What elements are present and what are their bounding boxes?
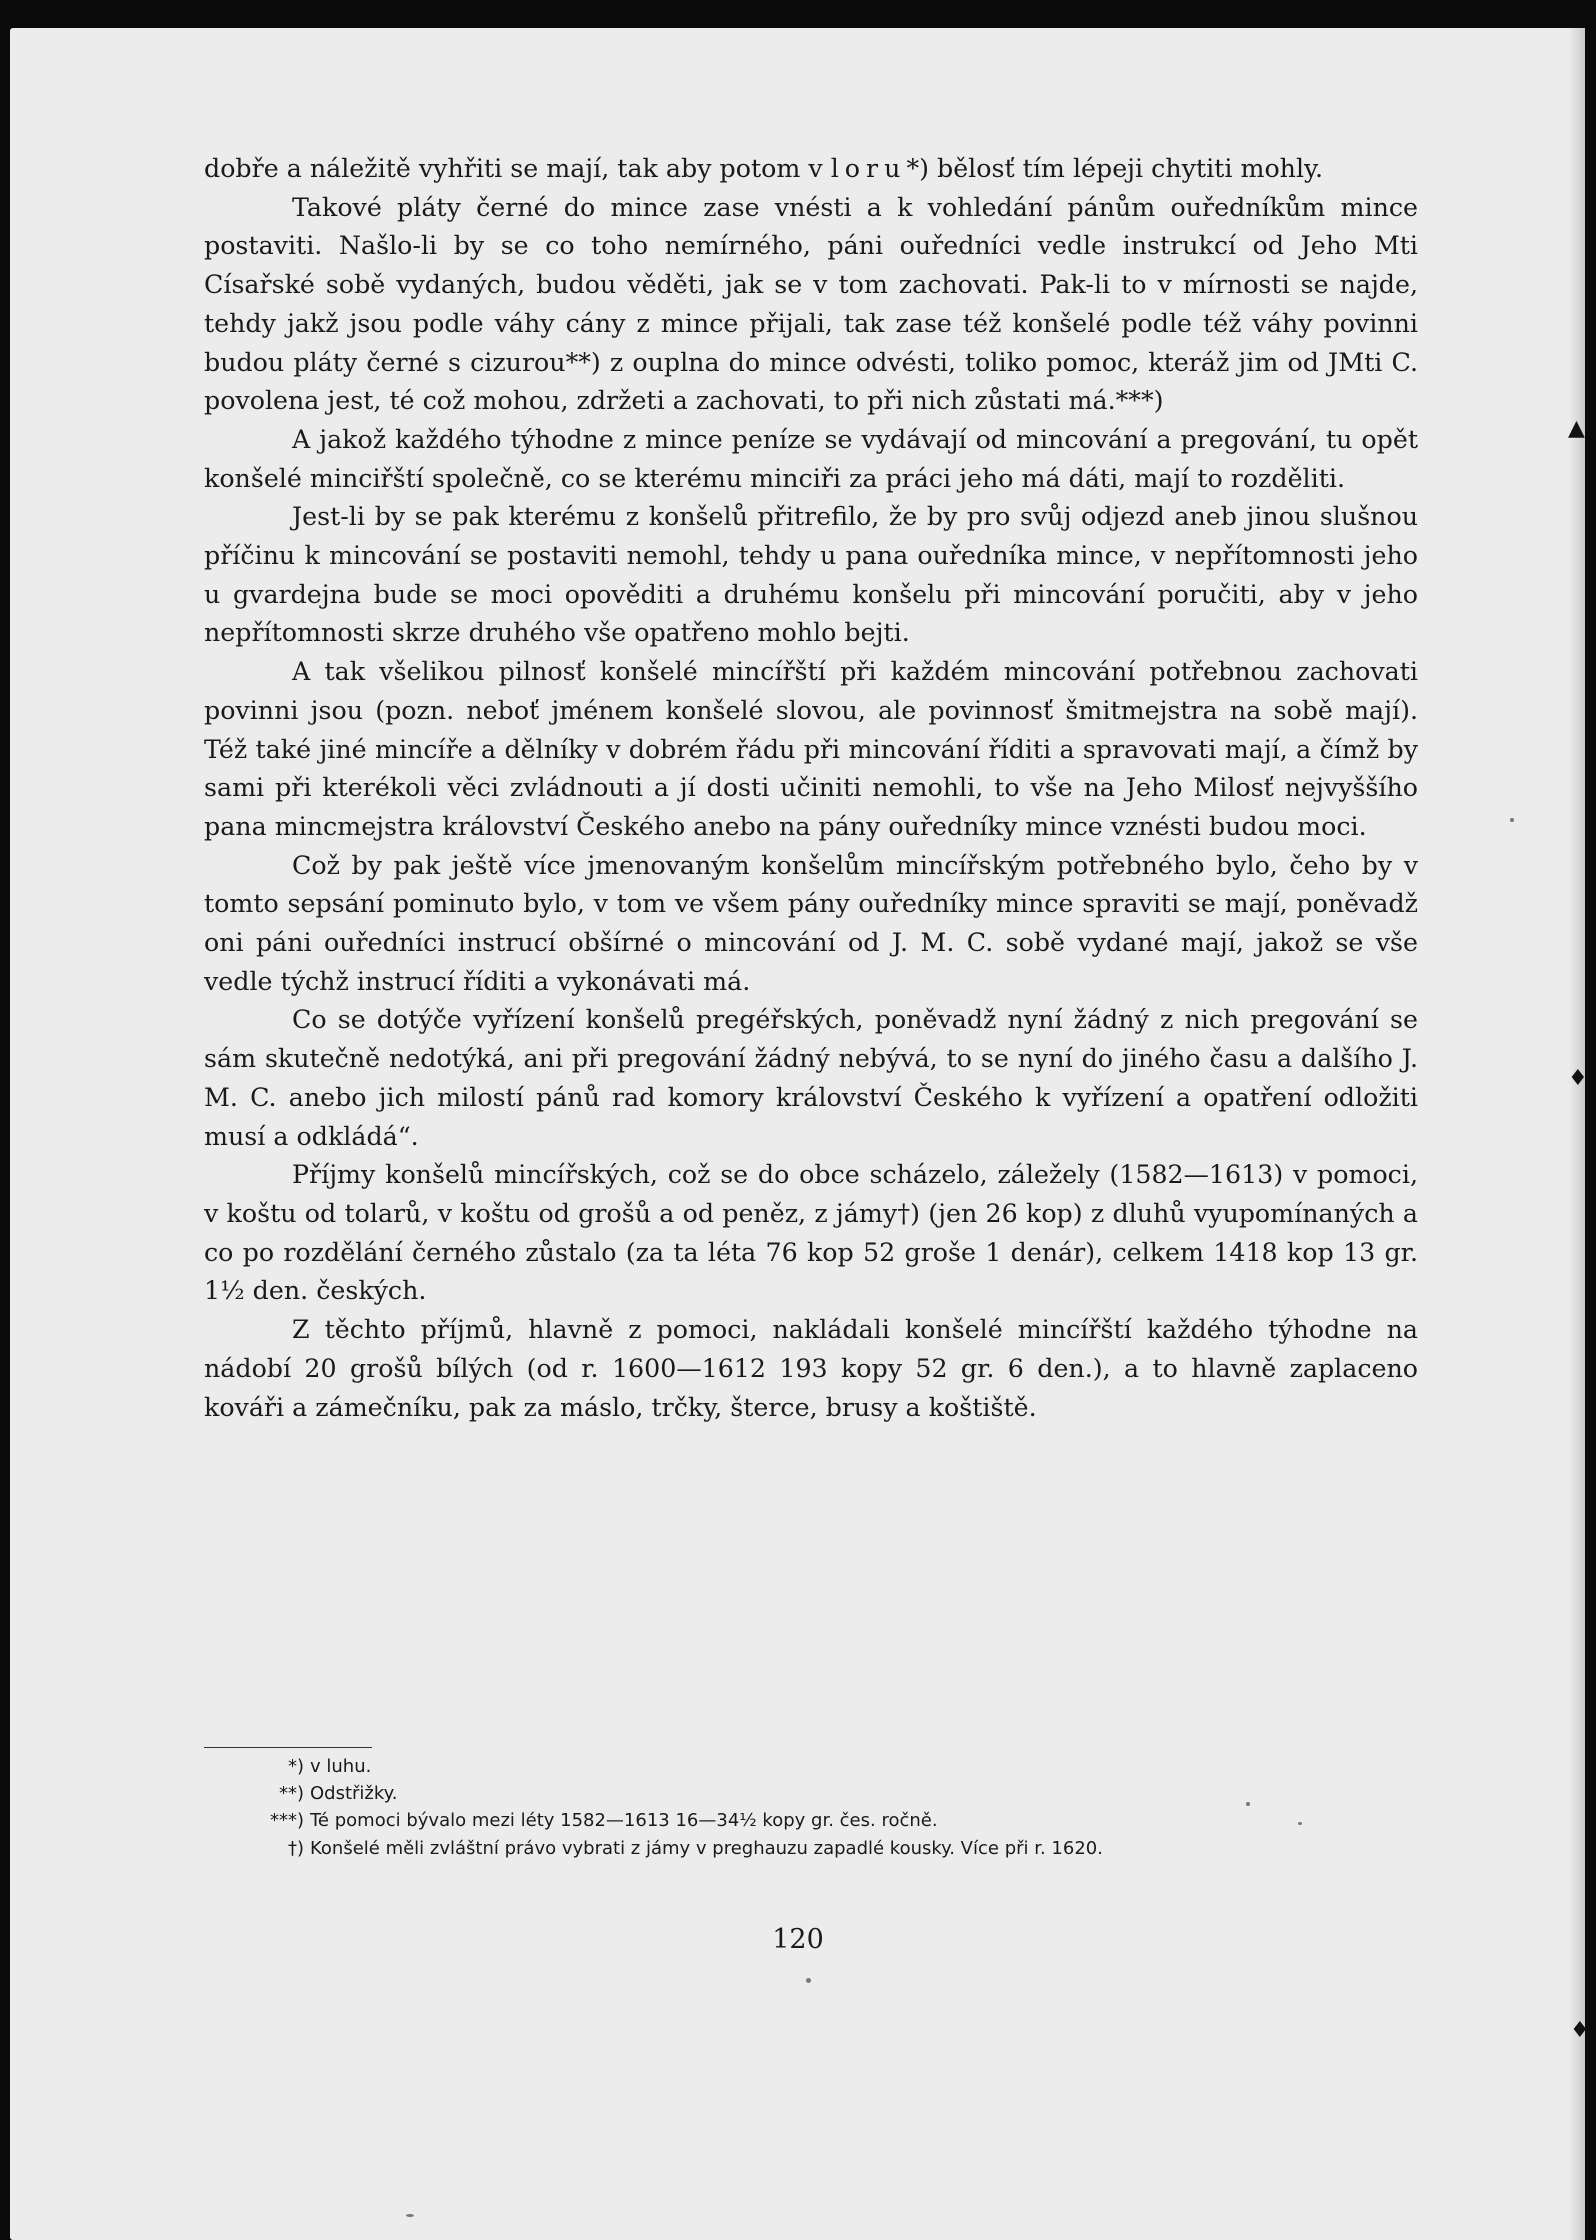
footnote: †) Konšelé měli zvláštní právo vybrati z jámy v preghauzu zapadlé kousky. Více při r. 1620. — [287, 1837, 1103, 1859]
page-edge-shadow — [1569, 28, 1585, 2240]
paragraph-5: A tak všelikou pilnosť konšelé mincířští při každém mincování potřebnou zachovati povinni jsou (pozn. neboť jménem konšelé slovou, ale povinnosť šmitmejstra na sobě mají). Též také jiné mincíře a dělníky v dobrém řádu při mincování říditi a spravovati mají, a čímž by sami při kterékoli věci zvládnouti a jí dosti učiniti nemohli, to vše na Jeho Milosť nejvyššího pana mincmejstra království Českého anebo na pány ouředníky mince vznésti budou moci. — [204, 657, 1418, 841]
scan-speck — [1298, 1822, 1302, 1825]
spaced-word: loru — [830, 154, 907, 183]
binding-mark-arrow: ▲ — [1568, 416, 1585, 441]
paragraph-8: Příjmy konšelů mincířských, což se do obce scházelo, záležely (1582—1613) v pomoci, v koštu od tolarů, v koštu od grošů a od peněz, z jámy†) (jen 26 kop) z dluhů vyupomínaných a co po rozdělání černého zůstalo (za ta léta 76 kop 52 groše 1 denár), celkem 1418 kop 13 gr. 1½ den. českých. — [204, 1160, 1418, 1306]
scan-speck — [406, 2214, 414, 2217]
paragraph-7: Co se dotýče vyřízení konšelů pregéřských, poněvadž nyní žádný z nich pregování se sám skutečně nedotýká, ani při pregování žádný nebývá, to se nyní do jiného času a dalšího J. M. C. anebo jich milostí pánů rad komory království Českého k vyřízení a opatření odložiti musí a odkládá“. — [204, 1005, 1418, 1151]
paragraph-1: dobře a náležitě vyhřiti se mají, tak aby potom v loru*) bělosť tím lépeji chytiti mohly. — [204, 154, 1324, 183]
footnote: *) v luhu. — [287, 1756, 372, 1777]
footnote-divider — [204, 1747, 372, 1748]
footnote: ***) Té pomoci bývalo mezi léty 1582—1613 16—34½ kopy gr. čes. ročně. — [269, 1810, 938, 1832]
paragraph-2: Takové pláty černé do mince zase vnésti a k vohledání pánům ouředníkům mince postaviti. Našlo-li by se co toho nemírného, páni ouředníci vedle instrukcí od Jeho Mti Císařské sobě vydaných, budou věděti, jak se v tom zachovati. Pak-li to v mírnosti se najde, tehdy jakž jsou podle váhy cány z mince přijali, tak zase též konšelé podle též váhy povinni budou pláty černé s cizurou**) z ouplna do mince odvésti, toliko pomoc, kteráž jim od JMti C. povolena jest, té což mohou, zdržeti a zachovati, to při nich zůstati má.***) — [204, 192, 1418, 416]
paragraph-6: Což by pak ještě více jmenovaným konšelům mincířským potřebného bylo, čeho by v tomto sepsání pominuto bylo, v tom ve všem pány ouředníky mince spraviti se mají, poněvadž oni páni ouředníci instrucí obšírné o mincování od J. M. C. sobě vydané mají, jakož se vše vedle týchž instrucí říditi a vykonávati má. — [204, 850, 1418, 996]
paragraph-9: Z těchto příjmů, hlavně z pomoci, nakládali konšelé mincířští každého týhodne na nádobí 20 grošů bílých (od r. 1600—1612 193 kopy 52 gr. 6 den.), a to hlavně zaplaceno kováři a zámečníku, pak za máslo, trčky, šterce, brusy a koštiště. — [204, 1315, 1418, 1422]
main-text — [204, 150, 1418, 1427]
scan-speck — [1510, 818, 1514, 822]
paragraph-4: Jest-li by se pak kterému z konšelů přitrefilo, že by pro svůj odjezd aneb jinou slušnou příčinu k mincování se postaviti nemohl, tehdy u pana ouředníka mince, v nepřítomnosti jeho u gvardejna bude se moci opověditi a druhému konšelu při mincování poručiti, aby v jeho nepřítomnosti skrze druhého vše opatřeno mohlo bejti. — [204, 502, 1418, 648]
footnotes — [204, 1753, 1418, 1862]
scan-speck — [806, 1978, 811, 1983]
scan-speck — [1246, 1802, 1250, 1806]
footnote: **) Odstřižky. — [278, 1783, 398, 1805]
page-number: 120 — [772, 1924, 824, 1955]
paragraph-3: A jakož každého týhodne z mince peníze se vydávají od mincování a pregování, tu opět konšelé minciřští společně, co se kterému minciři za práci jeho má dáti, mají to rozděliti. — [204, 424, 1418, 493]
binding-mark-arrow: ♦ — [1570, 2018, 1590, 2043]
binding-mark-arrow: ♦ — [1568, 1066, 1588, 1091]
